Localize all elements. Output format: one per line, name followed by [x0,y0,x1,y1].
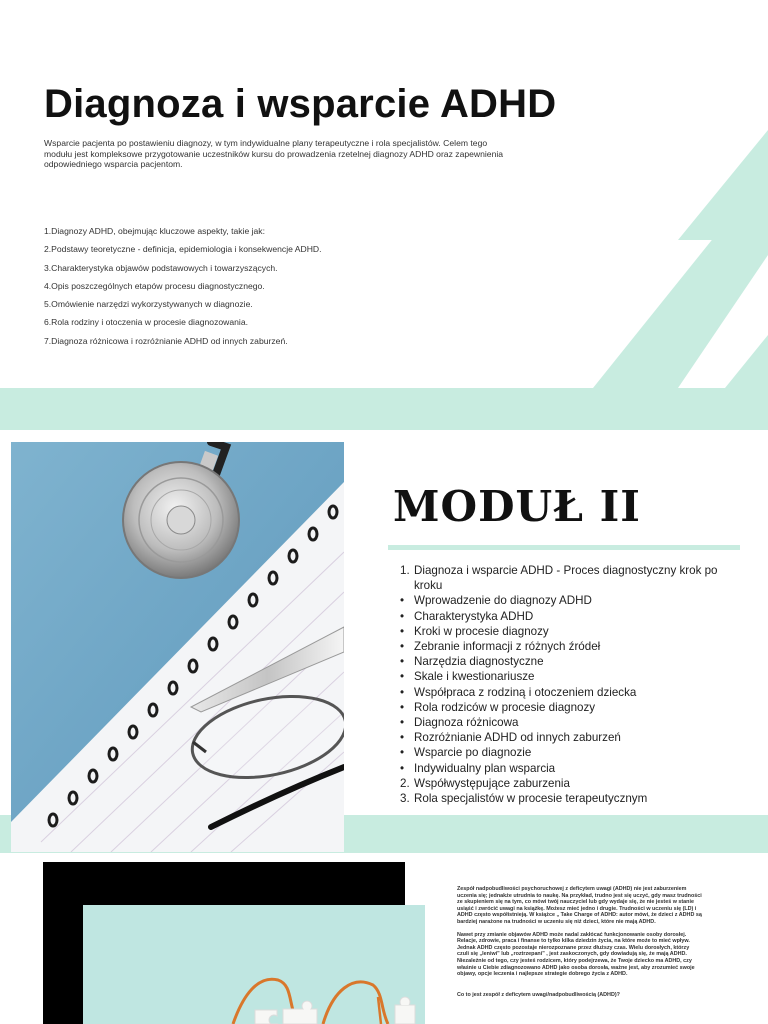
toc-marker: 6. [44,317,52,328]
toc-list [44,222,322,350]
list-marker: • [400,624,405,638]
list-text: Rozróżnianie ADHD od innych zaburzeń [414,731,621,745]
module-list-item [400,761,720,776]
module-list-item [400,745,720,760]
stethoscope-illustration [11,442,344,852]
article-paragraph: Nawet przy zmianie objawów ADHD może nadal zakłócać funkcjonowanie osoby dorosłej. Relacje, zdrowie, praca i finanse to tylko kilka dziedzin życia, na które może to mieć wpływ. Jednak ADHD często pozostaje nierozpoznane przez dłuższy czas. Wielu dorosłych, którzy czuli się „leniwi" lub „roztrzepani" , jest zaskoczonych, gdy dowiadują się, że mają ADHD. Niezależnie od tego, czy jesteś rodzicem, który podejrzewa, że Twoje dziecko ma ADHD, czy właśnie u Ciebie zdiagnozowano ADHD jako osoba dorosła, ważne jest, aby zrozumieć swoje objawy, opcje leczenia i najlepsze strategie dobrego życia z ADHD. [457,931,695,978]
list-text: Skale i kwestionariusze [414,670,535,684]
list-marker: • [400,746,405,760]
toc-text: Diagnozy ADHD, obejmując kluczowe aspekty, takie jak: [51,226,265,236]
toc-text: Charakterystyka objawów podstawowych i towarzyszących. [51,262,278,273]
module-list-item [400,639,720,654]
toc-item [44,240,322,258]
list-marker: 1. [400,564,410,577]
module-underline [388,545,740,550]
module-list-item [400,715,720,730]
list-marker: 2. [400,776,410,790]
list-text: Wsparcie po diagnozie [414,746,532,760]
toc-text: Omówienie narzędzi wykorzystywanych w diagnozie. [51,299,253,310]
toc-marker: 1. [44,226,52,236]
mint-corner-shape [725,335,768,388]
puzzle-illustration [83,905,425,1024]
article-question-heading: Co to jest zespół z deficytem uwagi/nadpobudliwością (ADHD)? [457,991,620,998]
module-list [400,563,720,806]
list-marker: • [400,594,405,608]
list-text: Kroki w procesie diagnozy [414,624,549,638]
page1-decoration [0,0,768,440]
page-title: Diagnoza i wsparcie ADHD [44,82,557,126]
intro-paragraph: Wsparcie pacjenta po postawieniu diagnozy, w tym indywidualne plany terapeutyczne i rola specjalistów. Celem tego modułu jest kompleksowe przygotowanie uczestników kursu do prowadzenia rzetelnej diagnozy ADHD oraz zapewnienia odpowiedniego wsparcia pacjentom. [44,138,504,169]
list-marker: • [400,731,405,745]
list-marker: • [400,609,405,623]
toc-text: Podstawy teoretyczne - definicja, epidemiologia i konsekwencje ADHD. [51,244,322,255]
stethoscope-photo [11,442,344,852]
list-text: Rola specjalistów w procesie terapeutycznym [414,792,648,806]
toc-item [44,222,322,240]
list-marker: • [400,700,405,714]
module-list-item [400,624,720,639]
toc-item [44,259,322,277]
list-text: Wprowadzenie do diagnozy ADHD [414,594,592,608]
list-text: Charakterystyka ADHD [414,609,534,623]
module-list-item [400,609,720,624]
list-marker: • [400,685,405,699]
toc-item [44,277,322,295]
module-list-item [400,730,720,745]
toc-marker: 2. [44,244,52,255]
module-list-item [400,669,720,684]
toc-item [44,332,322,350]
list-marker: • [400,640,405,654]
toc-marker: 3. [44,262,52,273]
module-list-item [400,685,720,700]
toc-marker: 5. [44,299,52,310]
list-text: Narzędzia diagnostyczne [414,655,544,669]
article-text [457,886,702,1004]
list-marker: • [400,761,405,775]
list-marker: • [400,670,405,684]
list-text: Współwystępujące zaburzenia [414,776,570,790]
module-list-item [400,654,720,669]
list-text: Diagnoza i wsparcie ADHD - Proces diagnostyczny krok po kroku [414,564,718,593]
list-text: Diagnoza różnicowa [414,716,519,730]
list-text: Rola rodziców w procesie diagnozy [414,700,596,714]
puzzle-photo [83,905,425,1024]
module-list-item [400,700,720,715]
toc-marker: 7. [44,335,52,346]
list-marker: • [400,716,405,730]
list-marker: • [400,655,405,669]
toc-text: Diagnoza różnicowa i rozróżnianie ADHD od innych zaburzeń. [51,335,288,346]
module-list-item [400,791,720,806]
list-text: Współpraca z rodziną i otoczeniem dziecka [414,685,637,699]
mint-band [0,388,768,430]
module-list-item [400,563,720,593]
toc-item [44,313,322,331]
list-text: Indywidualny plan wsparcia [414,761,556,775]
module-list-item [400,776,720,791]
toc-marker: 4. [44,280,52,291]
toc-item [44,295,322,313]
toc-text: Rola rodziny i otoczenia w procesie diagnozowania. [51,317,248,328]
module-title: MODUŁ II [393,482,641,531]
toc-text: Opis poszczególnych etapów procesu diagnostycznego. [51,280,265,291]
list-text: Zebranie informacji z różnych źródeł [414,640,601,654]
article-paragraph: Zespół nadpobudliwości psychoruchowej z deficytem uwagi (ADHD) nie jest zaburzeniem uczenia się; jednakże utrudnia to naukę. Na przykład, trudno jest się uczyć, gdy masz trudności ze skupieniem się na tym, co mówi twój nauczyciel lub gdy wydaje się, że nie jesteś w stanie usiąść i zwrócić uwagi na książkę. Możesz mieć jedno i drugie. Trudności w uczeniu się (LD) i ADHD często współistnieją. W książce „ Take Charge of ADHD: autor mówi, że dzieci z ADHD są bardziej narażone na trudności w uczeniu się niż dzieci, które nie mają ADHD. [457,886,702,925]
list-marker: 3. [400,792,410,806]
module-list-item [400,593,720,608]
mint-triangle-shape [678,130,768,240]
